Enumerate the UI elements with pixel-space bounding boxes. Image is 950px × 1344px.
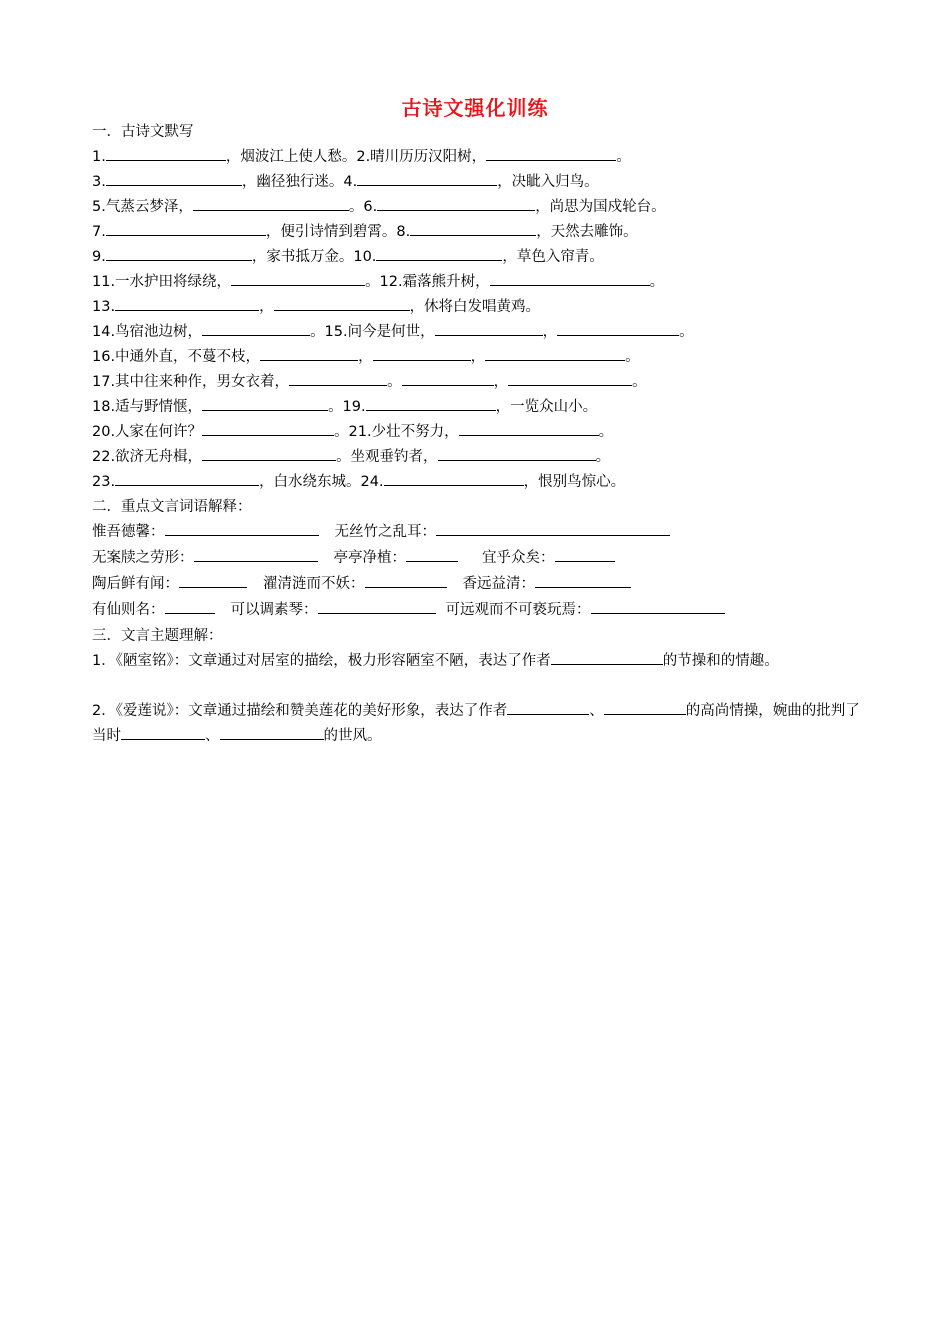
answer-blank[interactable] [377, 197, 535, 211]
answer-blank[interactable] [406, 548, 458, 562]
answer-blank[interactable] [384, 472, 524, 486]
answer-blank[interactable] [376, 247, 502, 261]
theme-question-1: 1．《陋室铭》：文章通过对居室的描绘，极力形容陋室不陋，表达了作者 的节操和的情趣。 [92, 653, 779, 669]
question-line-11: 18.适与野情惬， 。19. ，一览众山小。 [92, 399, 598, 415]
question-line-9: 16.中通外直，不蔓不枝， ， ， 。 [92, 349, 640, 365]
answer-blank[interactable] [438, 447, 596, 461]
answer-blank[interactable] [193, 197, 349, 211]
answer-blank[interactable] [106, 222, 266, 236]
question-line-1: 1. ，烟波江上使人愁。2.晴川历历汉阳树， 。 [92, 149, 631, 165]
answer-blank[interactable] [318, 600, 436, 614]
answer-blank[interactable] [115, 297, 259, 311]
answer-blank[interactable] [555, 548, 615, 562]
section-2-heading: 二．重点文言词语解释： [92, 499, 252, 515]
question-line-12: 20.人家在何许？ 。21.少壮不努力， 。 [92, 424, 614, 440]
answer-blank[interactable] [165, 522, 319, 536]
answer-blank[interactable] [274, 297, 410, 311]
answer-blank[interactable] [194, 548, 318, 562]
question-line-3: 5.气蒸云梦泽， 。6. ，尚思为国戍轮台。 [92, 199, 666, 215]
answer-blank[interactable] [365, 574, 447, 588]
answer-blank[interactable] [591, 600, 725, 614]
answer-blank[interactable] [115, 472, 259, 486]
answer-blank[interactable] [179, 574, 247, 588]
answer-blank[interactable] [508, 372, 632, 386]
question-line-7: 13. ， ，休将白发唱黄鸡。 [92, 299, 541, 315]
answer-blank[interactable] [373, 347, 471, 361]
section-1-heading: 一．古诗文默写 [92, 124, 194, 140]
section-3-heading: 三．文言主题理解： [92, 628, 223, 644]
question-line-10: 17.其中往来种作，男女衣着， 。 ， 。 [92, 374, 647, 390]
answer-blank[interactable] [202, 447, 336, 461]
answer-blank[interactable] [604, 701, 686, 715]
question-line-4: 7. ，便引诗情到碧霄。8. ，天然去雕饰。 [92, 224, 638, 240]
answer-blank[interactable] [121, 726, 205, 740]
answer-blank[interactable] [459, 422, 599, 436]
answer-blank[interactable] [410, 222, 536, 236]
answer-blank[interactable] [106, 247, 252, 261]
answer-blank[interactable] [486, 147, 616, 161]
question-line-5: 9. ，家书抵万金。10. ，草色入帘青。 [92, 249, 604, 265]
answer-blank[interactable] [435, 322, 543, 336]
answer-blank[interactable] [551, 651, 663, 665]
question-line-13: 22.欲济无舟楫， 。坐观垂钓者， 。 [92, 449, 611, 465]
vocab-line-4: 有仙则名： 可以调素琴： 可远观而不可亵玩焉： [92, 600, 870, 620]
vocab-line-3: 陶后鲜有闻： 濯清涟而不妖： 香远益清： [92, 574, 870, 594]
answer-blank[interactable] [202, 322, 310, 336]
answer-blank[interactable] [366, 397, 496, 411]
answer-blank[interactable] [402, 372, 494, 386]
question-line-8: 14.鸟宿池边树， 。15.问今是何世， ， 。 [92, 324, 694, 340]
answer-blank[interactable] [220, 726, 324, 740]
answer-blank[interactable] [289, 372, 387, 386]
answer-blank[interactable] [106, 172, 242, 186]
question-line-2: 3. ，幽径独行迷。4. ，决眦入归鸟。 [92, 174, 599, 190]
theme-question-2: 2．《爱莲说》：文章通过描绘和赞美莲花的美好形象，表达了作者 、 的高尚情操，婉曲的批判了当时 、 的世风。 [92, 703, 860, 744]
answer-blank[interactable] [260, 347, 358, 361]
answer-blank[interactable] [490, 272, 650, 286]
vocab-line-1: 惟吾德馨： 无丝竹之乱耳： [92, 522, 870, 542]
page-title: 古诗文强化训练 [401, 96, 549, 120]
answer-blank[interactable] [557, 322, 679, 336]
question-line-6: 11.一水护田将绿绕， 。12.霜落熊升树， 。 [92, 274, 665, 290]
question-line-14: 23. ，白水绕东城。24. ，恨别鸟惊心。 [92, 474, 626, 490]
answer-blank[interactable] [202, 397, 328, 411]
answer-blank[interactable] [535, 574, 631, 588]
answer-blank[interactable] [165, 600, 215, 614]
vocab-line-2: 无案牍之劳形： 亭亭净植： 宜乎众矣： [92, 548, 870, 568]
answer-blank[interactable] [202, 422, 334, 436]
answer-blank[interactable] [485, 347, 625, 361]
answer-blank[interactable] [436, 522, 670, 536]
answer-blank[interactable] [507, 701, 589, 715]
answer-blank[interactable] [231, 272, 365, 286]
answer-blank[interactable] [106, 147, 226, 161]
answer-blank[interactable] [357, 172, 497, 186]
